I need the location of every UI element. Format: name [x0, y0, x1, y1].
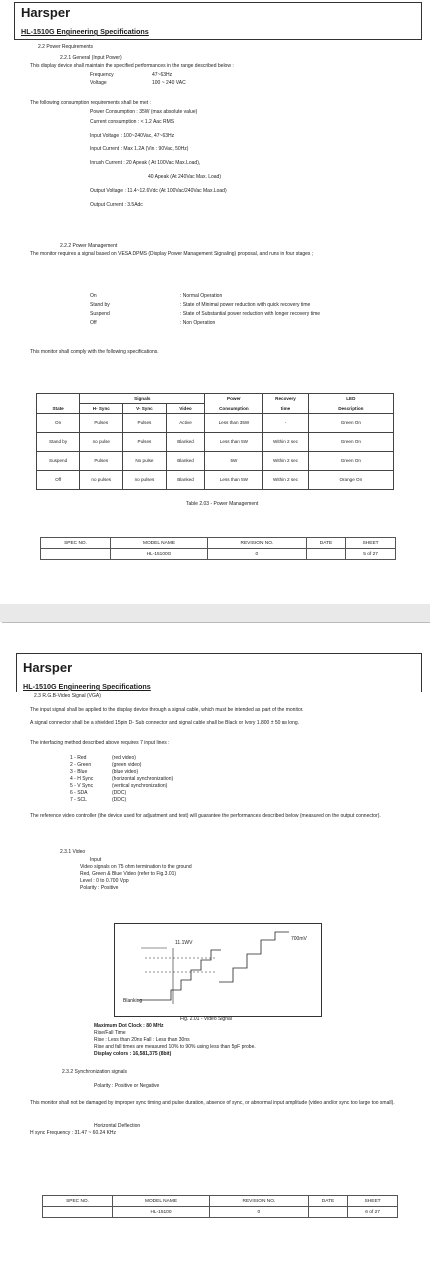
paragraph: Polarity : Positive or Negative — [94, 1083, 160, 1089]
input-line-description: (vertical synchronization) — [112, 783, 168, 789]
video-spec-line: Rise : Less than 20ns Fall : Less than 30ns — [94, 1037, 190, 1043]
input-line-number: 3 - Blue — [70, 769, 88, 775]
video-spec-line: Red, Green & Blue Video (refer to Fig.3.01) — [80, 871, 177, 877]
footer-block — [42, 1195, 398, 1218]
video-signal-figure — [114, 923, 322, 1017]
table-cell: Suspend — [37, 452, 80, 471]
stage-description: : State of Substantial power reduction with longer recovery time — [180, 311, 321, 317]
input-line-number: 6 - SDA — [70, 790, 88, 796]
table-cell: Less than 5W — [205, 471, 263, 490]
stage-name: Stand by — [90, 302, 110, 308]
table-cell: Pulses — [80, 414, 123, 433]
paragraph: This monitor shall comply with the following specifications. — [30, 349, 159, 355]
table-cell: no pulses — [80, 471, 123, 490]
spec-page-5 — [0, 0, 430, 604]
table-header: Recovery — [263, 394, 308, 404]
table-cell: Stand by — [37, 433, 80, 452]
section-heading: 2.3 R.G.B-Video Signal (VGA) — [34, 693, 101, 699]
footer-label: REVISION NO. — [209, 1196, 308, 1207]
video-spec-line: Level : 0 to 0.700 Vpp — [80, 878, 129, 884]
table-cell: Within 2 sec — [263, 433, 308, 452]
table-header: Power — [205, 394, 263, 404]
figure-label: 11.1WV — [175, 940, 193, 946]
page-gap — [0, 604, 430, 622]
requirement-line: Input Current : Max 1.2A (Vin : 90Vac, 50Hz) — [90, 146, 189, 152]
table-header: Video — [166, 404, 205, 414]
paragraph: The reference video controller (the device used for adjustment and test) will guarantee the performances described below (measured on the output connector). — [30, 813, 381, 819]
input-line-description: (DDC) — [112, 790, 127, 796]
paragraph: A signal connector shall be a shielded 15pin D- Sub connector and signal cable shall be Black or Ivory 1.800 ± 50 ㎜ long. — [30, 720, 300, 726]
paragraph: The interfacing method described above requires 7 input lines : — [30, 740, 170, 746]
footer-label: MODEL NAME — [111, 538, 208, 549]
input-line-number: 4 - H Sync — [70, 776, 94, 782]
page-header — [16, 653, 422, 692]
table-header: V- Sync — [123, 404, 166, 414]
table-cell: On — [37, 414, 80, 433]
table-cell: Green On — [308, 433, 393, 452]
document-title: HL-1510G Engineering Specifications — [23, 682, 151, 691]
video-spec-line: Rise and fall times are measured 10% to 90% using less than 5pF probe. — [94, 1044, 256, 1050]
subsection-heading: 2.3.2 Synchronization signals — [62, 1069, 128, 1075]
paragraph: The following consumption requirements shall be met : — [30, 100, 151, 106]
stage-description: : Non Operation — [180, 320, 216, 326]
table-row — [37, 452, 394, 471]
table-cell: no pulse — [80, 433, 123, 452]
stage-name: On — [90, 293, 97, 299]
frequency-label: Frequency — [90, 72, 114, 78]
footer-value: 0 — [207, 549, 306, 560]
requirement-line: 40 Apeak (At 240Vac Max. Load) — [148, 174, 222, 180]
video-spec-line: Video signals on 75 ohm termination to the ground — [80, 864, 192, 870]
paragraph: H sync Frequency : 31.47 ~ 60.24 KHz — [30, 1130, 117, 1136]
footer-label: SHEET — [346, 538, 396, 549]
section-heading: 2.2 Power Requirements — [38, 44, 94, 50]
footer-block — [40, 537, 396, 560]
table-cell: Less than 5W — [205, 433, 263, 452]
requirement-line: Output Voltage : 11.4~12.6Vdc (At 100Vac/240Vac Max.Load) — [90, 188, 227, 194]
input-line-number: 7 - SCL — [70, 797, 87, 803]
table-cell: Blanked — [166, 471, 205, 490]
input-line-number: 1 - Red — [70, 755, 87, 761]
stage-description: : Normal Operation — [180, 293, 223, 299]
table-header: Signals — [80, 394, 205, 404]
figure-label: 700mV — [291, 936, 307, 942]
table-header — [37, 394, 80, 404]
document-title: HL-1510G Engineering Specifications — [21, 27, 149, 36]
table-cell: Orange On — [308, 471, 393, 490]
footer-value — [306, 549, 345, 560]
subsection-heading: 2.2.2 Power Management — [60, 243, 118, 249]
paragraph: This display device shall maintain the specified performances in the range described below : — [30, 63, 234, 69]
footer-label: SHEET — [348, 1196, 398, 1207]
voltage-label: Voltage — [90, 80, 107, 86]
table-cell: Pulses — [123, 433, 166, 452]
table-row — [37, 414, 394, 433]
table-header: Consumption — [205, 404, 263, 414]
figure-caption: Fig. 2.01 - Video Signal — [180, 1016, 232, 1022]
footer-value — [308, 1207, 347, 1218]
footer-label: REVISION NO. — [207, 538, 306, 549]
subsection-heading: 2.2.1 General (Input Power) — [60, 55, 122, 61]
table-row — [37, 471, 394, 490]
table-cell: Green On — [308, 414, 393, 433]
paragraph: The monitor requires a signal based on VESA DPMS (Display Power Management Signaling) proposal, and runs in four stages ; — [30, 251, 314, 257]
brand-name: Harsper — [23, 660, 73, 675]
table-cell: Green On — [308, 452, 393, 471]
footer-value: 5 of 27 — [346, 549, 396, 560]
table-header: State — [37, 404, 80, 414]
figure-label: Blanking — [123, 998, 143, 1004]
table-cell: 5W — [205, 452, 263, 471]
table-header: H- Sync — [80, 404, 123, 414]
table-cell: Pulses — [80, 452, 123, 471]
requirement-line: Output Current : 3.5Adc — [90, 202, 143, 208]
spec-page-6 — [2, 622, 430, 1263]
table-header: Description — [308, 404, 393, 414]
stage-name: Off — [90, 320, 97, 326]
footer-label: MODEL NAME — [113, 1196, 210, 1207]
brand-name: Harsper — [21, 5, 71, 20]
footer-value — [43, 1207, 113, 1218]
paragraph: The input signal shall be applied to the display device through a signal cable, which must be intended as part of the monitor. — [30, 707, 304, 713]
footer-value: 6 of 27 — [348, 1207, 398, 1218]
input-line-description: (green video) — [112, 762, 142, 768]
requirement-line: Inrush Current : 20 Apeak ( At 100Vac Max.Load), — [90, 160, 201, 166]
table-cell: Active — [166, 414, 205, 433]
input-line-number: 5 - V Sync — [70, 783, 94, 789]
input-line-description: (red video) — [112, 755, 136, 761]
table-cell: no pulses — [123, 471, 166, 490]
video-spec-line: Display colors : 16,581,375 (8bit) — [94, 1051, 172, 1057]
table-row — [37, 433, 394, 452]
table-header: time — [263, 404, 308, 414]
input-line-description: (DDC) — [112, 797, 127, 803]
footer-value: HL-15100 — [113, 1207, 210, 1218]
subsection-heading: 2.3.1 Video — [60, 849, 86, 855]
requirement-line: Input Voltage : 100~240Vac, 47~63Hz — [90, 133, 175, 139]
paragraph: Horizontal Deflection — [94, 1123, 141, 1129]
requirement-line: Current consumption : < 1.2 Aac RMS — [90, 119, 175, 125]
input-line-number: 2 - Green — [70, 762, 92, 768]
table-caption: Table 2.03 - Power Management — [186, 501, 259, 507]
stage-name: Suspend — [90, 311, 110, 317]
requirement-line: Power Consumption : 35W (max absolute value) — [90, 109, 198, 115]
frequency-value: 47~63Hz — [152, 72, 173, 78]
table-cell: Within 2 sec — [263, 452, 308, 471]
footer-value: HL-15100G — [111, 549, 208, 560]
video-spec-line: Maximum Dot Clock : 80 MHz — [94, 1023, 164, 1029]
table-cell: Blanked — [166, 433, 205, 452]
page-header — [14, 2, 422, 40]
power-management-table — [36, 393, 394, 490]
table-cell: Within 2 sec — [263, 471, 308, 490]
table-cell: Off — [37, 471, 80, 490]
footer-label: DATE — [308, 1196, 347, 1207]
paragraph: This monitor shall not be damaged by improper sync timing and pulse duration, absence of sync, or abnormal input amplitude (video and/or sync too large too small). — [30, 1100, 395, 1106]
footer-label: SPEC NO. — [41, 538, 111, 549]
voltage-value: 100 ~ 240 VAC — [152, 80, 186, 86]
video-spec-line: Rise/Fall Time — [94, 1030, 126, 1036]
footer-value — [41, 549, 111, 560]
table-cell: Blanked — [166, 452, 205, 471]
footer-value: 0 — [209, 1207, 308, 1218]
table-cell: No pulse — [123, 452, 166, 471]
video-spec-line: Polarity : Positive — [80, 885, 119, 891]
table-cell: - — [263, 414, 308, 433]
input-line-description: (blue video) — [112, 769, 139, 775]
table-cell: Less than 35W — [205, 414, 263, 433]
table-cell: Pulses — [123, 414, 166, 433]
input-line-description: (horizontal synchronization) — [112, 776, 174, 782]
video-spec-line: Input — [90, 857, 102, 863]
stage-description: : State of Minimal power reduction with quick recovery time — [180, 302, 311, 308]
table-header: LED — [308, 394, 393, 404]
footer-label: SPEC NO. — [43, 1196, 113, 1207]
footer-label: DATE — [306, 538, 345, 549]
